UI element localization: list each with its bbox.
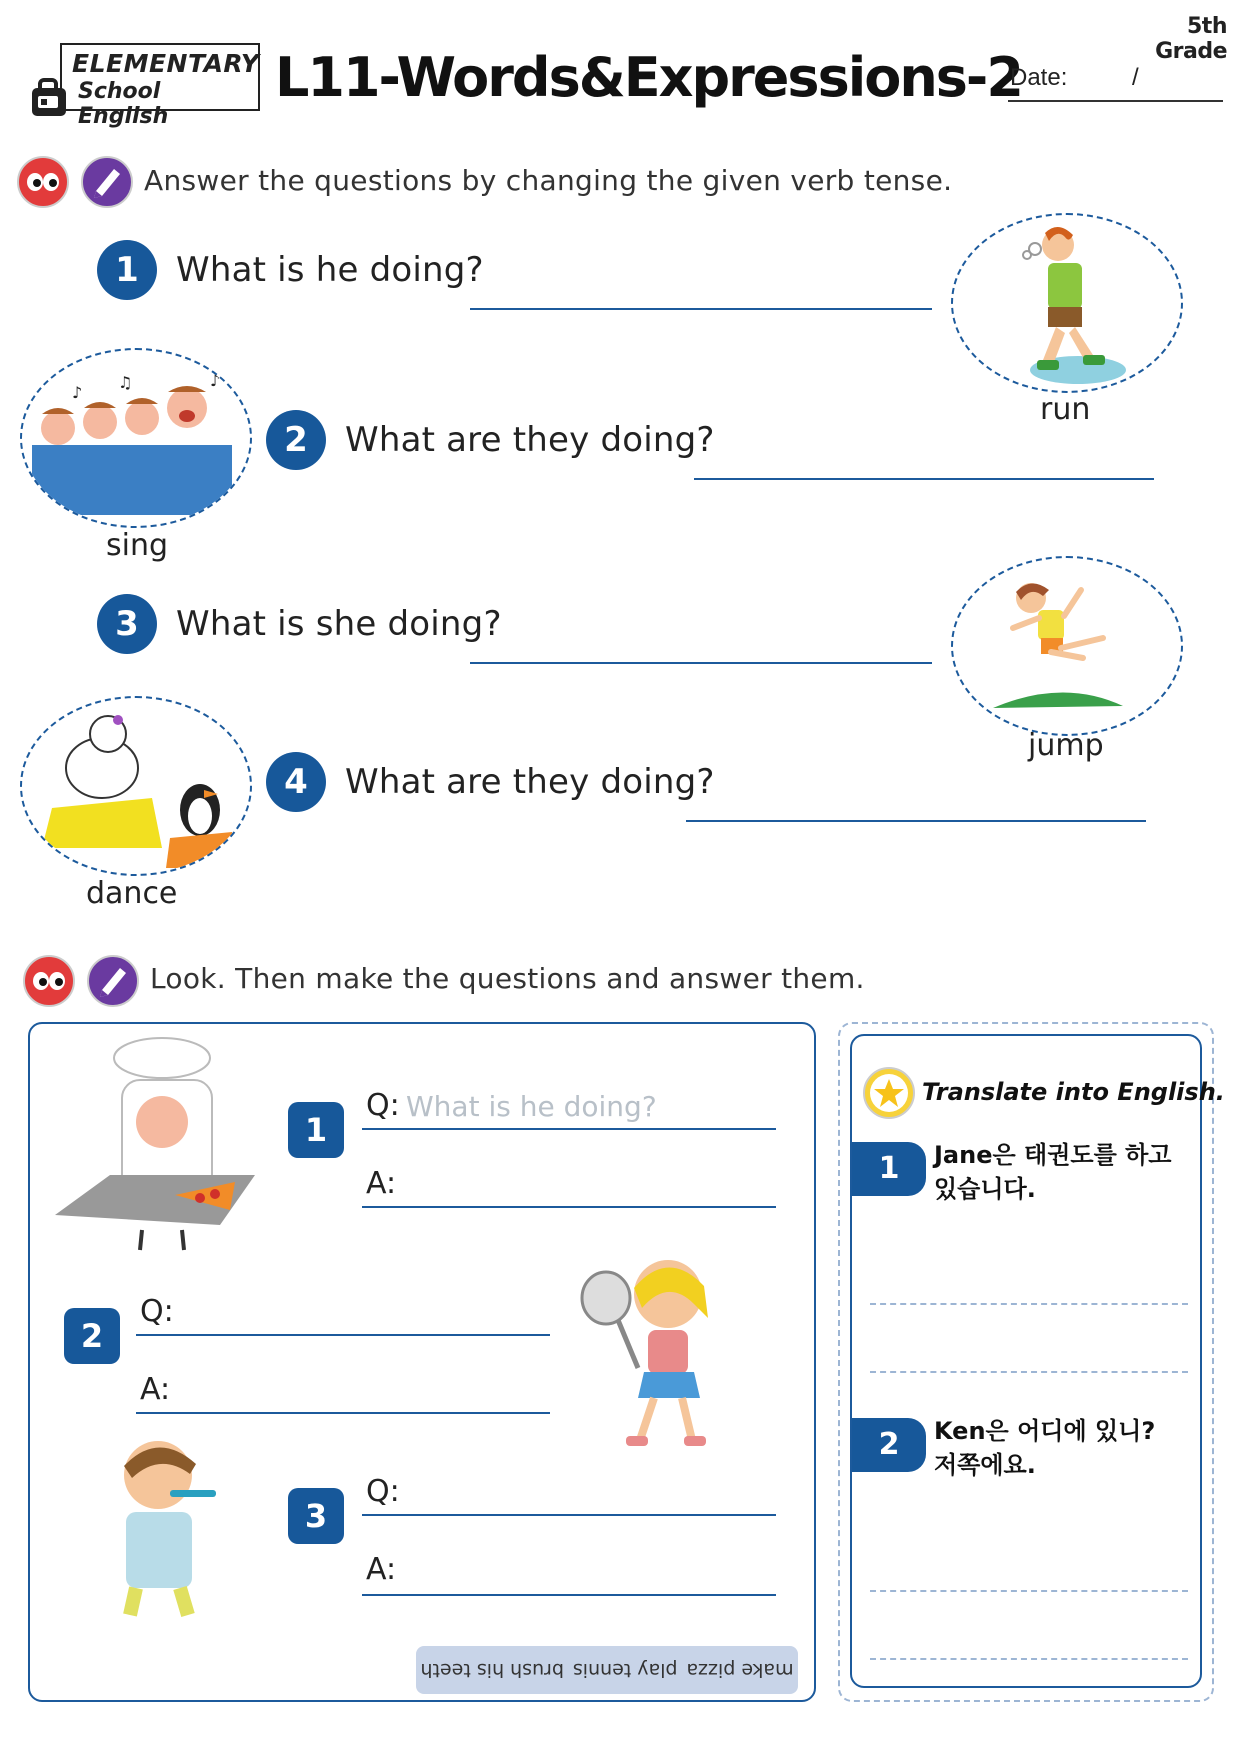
date-label: Date:: [1010, 64, 1068, 91]
verb-sing: sing: [106, 528, 169, 563]
question-2: What are they doing?: [345, 420, 715, 460]
dancing-animals-picture: [20, 696, 252, 876]
translate-line-2b[interactable]: [870, 1658, 1188, 1660]
q-label-1: Q:: [366, 1088, 400, 1123]
pencil-icon: [80, 155, 134, 209]
logo-line1: ELEMENTARY: [72, 49, 260, 78]
translate-text-2-line1: Ken은 어디에 있니?: [934, 1417, 1156, 1445]
translate-text-1-line1: Jane은 태권도를 하고: [934, 1141, 1172, 1169]
date-separator: /: [1132, 64, 1139, 91]
svg-text:♪: ♪: [72, 383, 83, 402]
translate-text-2-line2: 저쪽에요.: [934, 1451, 1036, 1479]
a-label-2: A:: [140, 1372, 171, 1407]
translate-number-1: 1: [852, 1142, 926, 1196]
page-title: L11-Words&Expressions-2: [275, 46, 1022, 109]
q-line-2[interactable]: [136, 1334, 550, 1336]
tennis-girl-illustration: [568, 1248, 718, 1458]
backpack-icon: [28, 78, 72, 120]
word-bank-words: [416, 1646, 798, 1694]
a-line-2[interactable]: [136, 1412, 550, 1414]
verb-dance: dance: [86, 876, 178, 911]
answer-line-4[interactable]: [686, 820, 1146, 822]
qa-number-2: 2: [64, 1308, 120, 1364]
word-bank-item: brush his teeth: [420, 1659, 564, 1681]
q-line-3[interactable]: [362, 1514, 776, 1516]
logo: [60, 43, 260, 129]
singers-illustration: [22, 350, 250, 526]
verb-jump: jump: [1028, 728, 1104, 763]
q-line-1[interactable]: [362, 1128, 776, 1130]
boy-brushing-illustration: [100, 1430, 230, 1625]
word-bank: [416, 1646, 798, 1694]
logo-line2: School English: [78, 79, 169, 129]
running-boy-picture: [951, 213, 1183, 393]
answer-line-3[interactable]: [470, 662, 932, 664]
answer-line-1[interactable]: [470, 308, 932, 310]
jumping-girl-picture: [951, 556, 1183, 736]
question-1: What is he doing?: [176, 250, 484, 290]
question-number-1: 1: [97, 240, 157, 300]
question-number-3: 3: [97, 594, 157, 654]
chef-illustration: [50, 1030, 260, 1255]
question-number-2: 2: [266, 410, 326, 470]
star-icon: [862, 1066, 916, 1120]
svg-text:♪: ♪: [210, 371, 221, 390]
translate-line-2a[interactable]: [870, 1590, 1188, 1592]
word-bank-item: make pizza: [686, 1659, 794, 1681]
word-bank-item: play tennis: [572, 1659, 678, 1681]
a-label-1: A:: [366, 1166, 397, 1201]
verb-run: run: [1040, 392, 1091, 427]
a-label-3: A:: [366, 1552, 397, 1587]
section2-instruction: Look. Then make the questions and answer them.: [150, 962, 865, 995]
translate-line-1a[interactable]: [870, 1303, 1188, 1305]
question-number-4: 4: [266, 752, 326, 812]
date-line[interactable]: [1008, 100, 1223, 102]
translate-title: Translate into English.: [922, 1078, 1225, 1106]
question-4: What are they doing?: [345, 762, 715, 802]
eyes-icon: [22, 954, 76, 1008]
section1-instruction: Answer the questions by changing the given verb tense.: [144, 164, 953, 197]
answer-line-2[interactable]: [694, 478, 1154, 480]
singing-boys-picture: [20, 348, 252, 528]
qa-number-3: 3: [288, 1488, 344, 1544]
q-label-3: Q:: [366, 1474, 400, 1509]
translate-line-1b[interactable]: [870, 1371, 1188, 1373]
a-line-1[interactable]: [362, 1206, 776, 1208]
dancers-illustration: [22, 698, 250, 874]
eyes-icon: [16, 155, 70, 209]
q-label-2: Q:: [140, 1294, 174, 1329]
pencil-icon: [86, 954, 140, 1008]
runner-illustration: [953, 215, 1181, 391]
question-3: What is she doing?: [176, 604, 502, 644]
jumper-illustration: [953, 558, 1181, 734]
sample-question: What is he doing?: [406, 1090, 657, 1123]
svg-text:♫: ♫: [118, 373, 133, 392]
translate-number-2: 2: [852, 1418, 926, 1472]
grade-label: 5th Grade: [1155, 14, 1227, 64]
translate-text-1-line2: 있습니다.: [934, 1175, 1036, 1203]
qa-number-1: 1: [288, 1102, 344, 1158]
a-line-3[interactable]: [362, 1594, 776, 1596]
